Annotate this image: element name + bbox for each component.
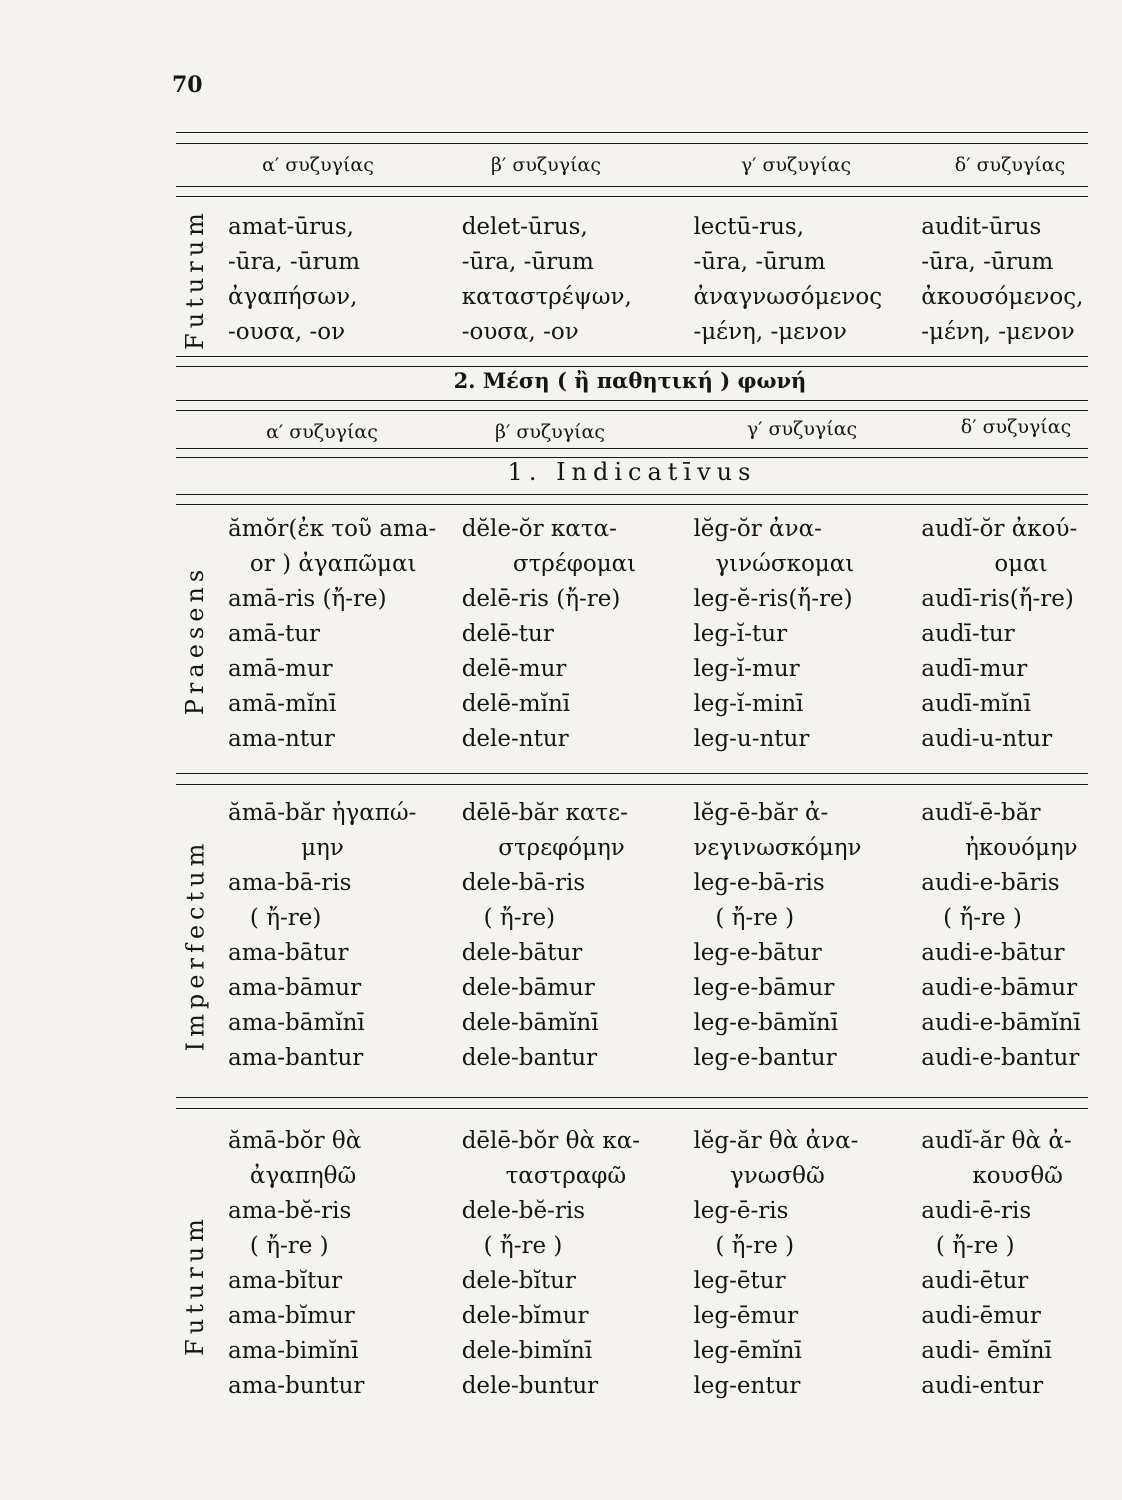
- table-cell: ἀγαπήσων,: [228, 284, 358, 310]
- rule-after-title-second: [176, 410, 1088, 411]
- table-cell: -ūra, -ūrum: [461, 249, 594, 275]
- table-cell: amā-mur: [228, 656, 333, 682]
- table-cell: ( ἤ-re ): [693, 1233, 795, 1259]
- table-cell: ama-bātur: [228, 940, 349, 966]
- table-cell: ταστραφῶ: [461, 1163, 627, 1189]
- table-cell: -ūra, -ūrum: [693, 249, 826, 275]
- table-row: [218, 280, 1098, 315]
- table-cell: audi-entur: [921, 1373, 1044, 1399]
- table-cell: leg-e-bantur: [693, 1045, 837, 1071]
- rule-after-title: [176, 400, 1088, 401]
- table-row: [218, 210, 1098, 245]
- table-cell: delē-ris (ἤ-re): [461, 586, 621, 612]
- header-label-d: δ′ συζυγίας: [954, 154, 1066, 176]
- table-cell: audī-ris(ἤ-re): [921, 586, 1074, 612]
- table-cell: ama-bāmur: [228, 975, 362, 1001]
- table-row: [218, 1194, 1098, 1229]
- table-cell: audī-tur: [921, 621, 1015, 647]
- table-row: [218, 866, 1098, 901]
- table-cell: dele-bantur: [461, 1045, 598, 1071]
- table-cell: ămā-bŏr θὰ: [228, 1128, 362, 1154]
- table-row: [218, 722, 1098, 757]
- table-row: [218, 245, 1098, 280]
- rule-header-bottom: [176, 186, 1088, 187]
- table-cell: ἀγαπηθῶ: [228, 1163, 357, 1189]
- rule-before-title: [176, 356, 1088, 357]
- side-label-praesens: [175, 530, 215, 750]
- table-cell: leg-e-bāmĭnī: [693, 1010, 839, 1036]
- header-label-d-2: δ′ συζυγίας: [960, 416, 1072, 438]
- table-cell: delē-mĭnī: [461, 691, 571, 717]
- table-cell: νεγινωσκόμην: [693, 835, 862, 861]
- table-cell: στρεφόμην: [461, 835, 625, 861]
- table-cell: audi-e-bātur: [921, 940, 1065, 966]
- table-cell: ama-bĭtur: [228, 1268, 343, 1294]
- table-cell: leg-e-bāmur: [693, 975, 835, 1001]
- tense-label: Imperfectum: [181, 838, 210, 1052]
- table-cell: delē-mur: [461, 656, 567, 682]
- table-cell: lĕg-ē-băr ἀ-: [693, 800, 829, 826]
- header-label-c-2: γ′ συζυγίας: [746, 418, 858, 440]
- table-cell: audĭ-ăr θὰ ἀ-: [921, 1128, 1072, 1154]
- table-cell: ἠκουόμην: [921, 835, 1078, 861]
- table-row: [218, 1299, 1098, 1334]
- side-label-imperfectum: [175, 800, 215, 1090]
- table-cell: dele-bĭtur: [461, 1268, 576, 1294]
- table-cell: leg-ē-ris: [693, 1198, 789, 1224]
- table-cell: ἀκουσόμενος,: [921, 284, 1084, 310]
- table-cell: ama-bimĭnī: [228, 1338, 359, 1364]
- block-imperfectum: [218, 796, 1098, 1076]
- table-cell: audi-u-ntur: [921, 726, 1053, 752]
- table-cell: audi- ēmĭnī: [921, 1338, 1052, 1364]
- table-cell: ama-bĭmur: [228, 1303, 355, 1329]
- rule-before-imperfectum-second: [176, 784, 1088, 785]
- table-cell: γινώσκομαι: [693, 551, 855, 577]
- table-cell: audi-ētur: [921, 1268, 1029, 1294]
- tense-label: Futurum: [181, 208, 209, 350]
- table-cell: ομαι: [921, 551, 1048, 577]
- table-cell: leg-u-ntur: [693, 726, 810, 752]
- table-cell: audĭ-ē-băr: [921, 800, 1041, 826]
- table-cell: ( ἤ-re ): [921, 905, 1022, 931]
- table-cell: ( ἤ-re ): [921, 1233, 1015, 1259]
- table-cell: -ūra, -ūrum: [921, 249, 1054, 275]
- table-cell: audi-e-bāmur: [921, 975, 1078, 1001]
- rule-top: [176, 132, 1088, 133]
- rule-before-futurum-passive: [176, 1097, 1088, 1098]
- table-row: [218, 1264, 1098, 1299]
- table-row: [218, 936, 1098, 971]
- table-row: [218, 1369, 1098, 1404]
- header-label-a: α′ συζυγίας: [262, 154, 374, 176]
- table-row: [218, 315, 1098, 350]
- table-cell: audi-ē-ris: [921, 1198, 1032, 1224]
- table-cell: audit-ūrus: [921, 214, 1042, 240]
- table-cell: lectū-rus,: [693, 214, 805, 240]
- table-row: [218, 687, 1098, 722]
- table-row: [218, 796, 1098, 831]
- header-label-c: γ′ συζυγίας: [740, 154, 852, 176]
- table-row: [218, 831, 1098, 866]
- table-cell: dele-bāmur: [461, 975, 595, 1001]
- table-cell: leg-ēmĭnī: [693, 1338, 802, 1364]
- rule-before-title-second: [176, 366, 1088, 367]
- table-cell: leg-ĭ-mur: [693, 656, 800, 682]
- tense-label: Futurum: [181, 1214, 209, 1356]
- table-cell: dele-bāmĭnī: [461, 1010, 599, 1036]
- table-cell: ămŏr(ἐκ τοῦ ama-: [228, 516, 437, 542]
- table-row: [218, 1124, 1098, 1159]
- rule-header2-bottom: [176, 448, 1088, 449]
- block-futurum-active: [218, 210, 1098, 350]
- table-cell: dele-bĕ-ris: [461, 1198, 586, 1224]
- table-cell: dele-ntur: [461, 726, 569, 752]
- table-cell: amā-tur: [228, 621, 321, 647]
- table-cell: -ūra, -ūrum: [228, 249, 361, 275]
- table-row: [218, 901, 1098, 936]
- table-cell: dele-buntur: [461, 1373, 599, 1399]
- header-label-a-2: α′ συζυγίας: [266, 421, 378, 443]
- table-cell: ἀναγνωσόμενος: [693, 284, 883, 310]
- rule-after-mood: [176, 494, 1088, 495]
- rule-after-mood-second: [176, 504, 1088, 505]
- table-cell: dēlē-bŏr θὰ κα-: [461, 1128, 641, 1154]
- table-cell: ( ἤ-re ): [228, 1233, 329, 1259]
- table-cell: audī-mĭnī: [921, 691, 1031, 717]
- table-cell: audi-e-bantur: [921, 1045, 1080, 1071]
- table-cell: ama-ntur: [228, 726, 335, 752]
- table-cell: delē-tur: [461, 621, 554, 647]
- table-cell: amā-ris (ἤ-re): [228, 586, 387, 612]
- table-row: [218, 547, 1098, 582]
- table-cell: leg-entur: [693, 1373, 801, 1399]
- table-cell: -μένη, -μενον: [921, 319, 1075, 345]
- rule-before-imperfectum: [176, 773, 1088, 774]
- side-label-futurum-active: [175, 206, 215, 352]
- table-cell: leg-e-bā-ris: [693, 870, 825, 896]
- section-title: 2. Μέση ( ἢ παθητική ) φωνή: [453, 368, 807, 393]
- table-cell: leg-ĭ-tur: [693, 621, 788, 647]
- table-cell: ama-bā-ris: [228, 870, 352, 896]
- table-cell: lĕg-ăr θὰ ἀνα-: [693, 1128, 859, 1154]
- table-cell: ama-bāmĭnī: [228, 1010, 365, 1036]
- table-cell: στρέφομαι: [461, 551, 637, 577]
- table-cell: ama-buntur: [228, 1373, 365, 1399]
- table-cell: ( ἤ-re ): [461, 1233, 563, 1259]
- table-cell: dele-bātur: [461, 940, 583, 966]
- table-cell: audī-mur: [921, 656, 1028, 682]
- mood-title: 1. Indicatīvus: [507, 458, 757, 486]
- table-cell: dĕle-ŏr κατα-: [461, 516, 617, 542]
- table-cell: leg-e-bātur: [693, 940, 822, 966]
- table-row: [218, 652, 1098, 687]
- table-cell: dele-bā-ris: [461, 870, 586, 896]
- side-label-futurum-passive: [175, 1190, 215, 1380]
- table-cell: leg-ēmur: [693, 1303, 799, 1329]
- rule-header-bottom-second: [176, 196, 1088, 197]
- table-cell: -ουσα, -ον: [461, 319, 579, 345]
- tense-label: Praesens: [181, 564, 209, 716]
- rule-top-second: [176, 143, 1088, 144]
- table-cell: ( ἤ-re): [461, 905, 556, 931]
- table-cell: κουσθῶ: [921, 1163, 1063, 1189]
- page-number: 70: [172, 72, 203, 98]
- table-cell: μην: [228, 835, 344, 861]
- table-cell: καταστρέψων,: [461, 284, 632, 310]
- table-cell: audi-e-bāmĭnī: [921, 1010, 1081, 1036]
- table-cell: dele-bĭmur: [461, 1303, 589, 1329]
- table-row: [218, 1334, 1098, 1369]
- table-cell: audĭ-ŏr ἀκού-: [921, 516, 1078, 542]
- block-futurum-passive: [218, 1124, 1098, 1404]
- header-label-b: β′ συζυγίας: [491, 154, 601, 176]
- rule-before-futurum-passive-second: [176, 1108, 1088, 1109]
- table-cell: ( ἤ-re): [228, 905, 322, 931]
- table-cell: ( ἤ-re ): [693, 905, 795, 931]
- table-cell: ama-bĕ-ris: [228, 1198, 352, 1224]
- table-cell: ămā-băr ἠγαπώ-: [228, 800, 417, 826]
- table-cell: -ουσα, -ον: [228, 319, 346, 345]
- table-cell: leg-ĕ-ris(ἤ-re): [693, 586, 853, 612]
- table-cell: or ) ἀγαπῶμαι: [228, 551, 417, 577]
- table-cell: dele-bimĭnī: [461, 1338, 593, 1364]
- table-cell: amat-ūrus,: [228, 214, 354, 240]
- table-cell: leg-ĭ-minī: [693, 691, 804, 717]
- table-row: [218, 512, 1098, 547]
- table-cell: leg-ētur: [693, 1268, 786, 1294]
- table-row: [218, 617, 1098, 652]
- table-row: [218, 582, 1098, 617]
- table-row: [218, 1229, 1098, 1264]
- header-label-b-2: β′ συζυγίας: [495, 421, 605, 443]
- table-cell: -μένη, -μενον: [693, 319, 847, 345]
- block-praesens: [218, 512, 1098, 757]
- table-cell: lĕg-ŏr ἀνα-: [693, 516, 822, 542]
- table-cell: ama-bantur: [228, 1045, 364, 1071]
- table-row: [218, 1159, 1098, 1194]
- table-row: [218, 971, 1098, 1006]
- table-cell: dēlē-băr κατε-: [461, 800, 628, 826]
- table-cell: amā-mĭnī: [228, 691, 337, 717]
- table-cell: delet-ūrus,: [461, 214, 588, 240]
- table-cell: audi-e-bāris: [921, 870, 1060, 896]
- table-cell: γνωσθῶ: [693, 1163, 825, 1189]
- table-row: [218, 1041, 1098, 1076]
- table-cell: audi-ēmur: [921, 1303, 1041, 1329]
- table-row: [218, 1006, 1098, 1041]
